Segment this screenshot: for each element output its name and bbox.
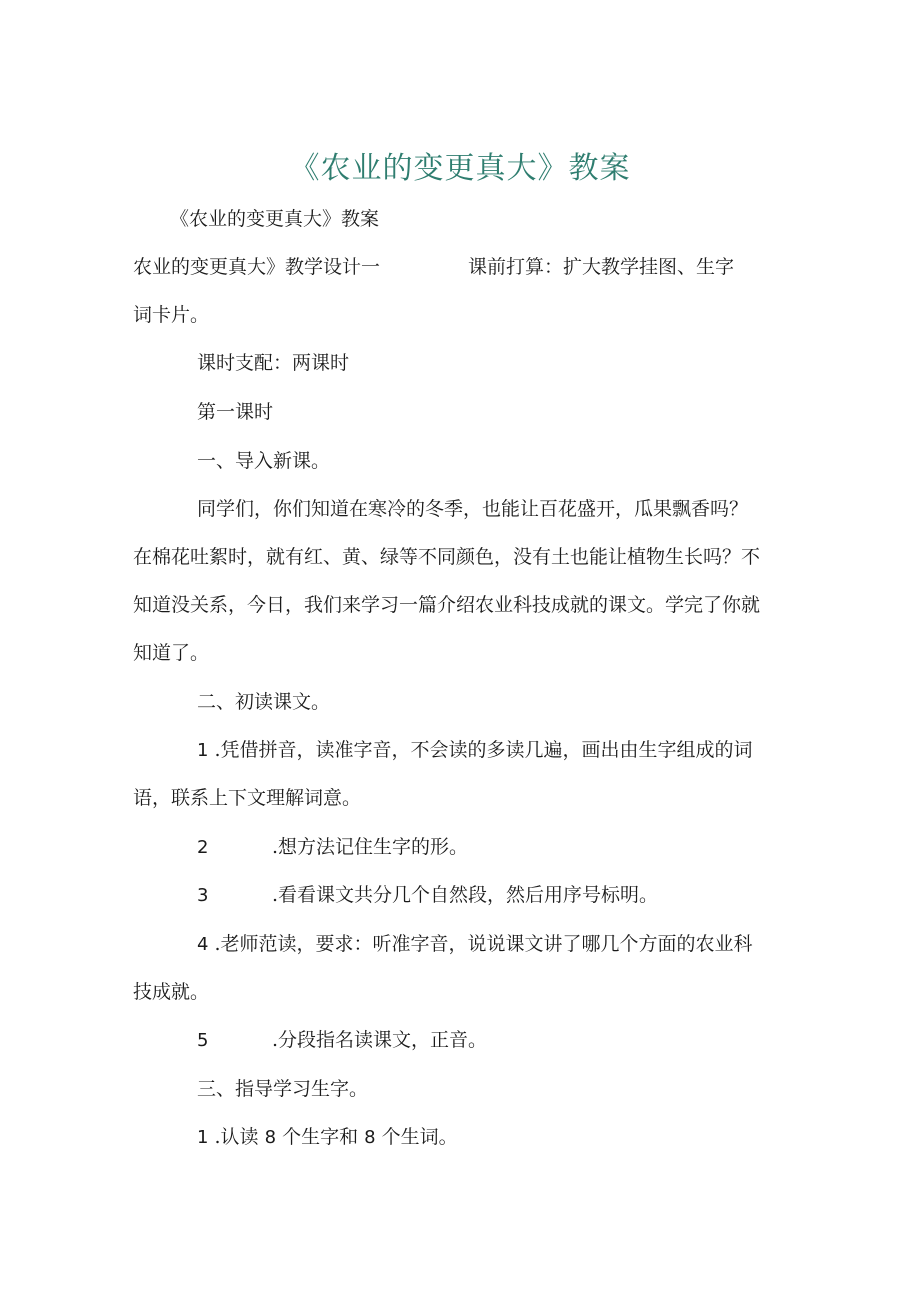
section2-item-1-continuation: 语，联系上下文理解词意。: [133, 787, 362, 809]
lesson-arrangement: 课时支配：两课时: [197, 352, 350, 374]
item-count-chars: 8: [264, 1127, 277, 1148]
item-count-words: 8: [364, 1127, 376, 1148]
item-number: 2: [197, 837, 209, 858]
intro-para-line-1: 同学们，你们知道在寒冷的冬季，也能让百花盛开，瓜果飘香吗？: [197, 498, 749, 520]
design-line-left: 农业的变更真大》教学设计一: [133, 256, 381, 278]
intro-para-line-2: 在棉花吐絮时，就有红、黄、绿等不同颜色，没有土也能让植物生长吗？不: [133, 546, 761, 568]
item-number: 4: [197, 934, 209, 955]
item-number: 3: [197, 885, 209, 906]
section3-item-1: [197, 1124, 458, 1151]
section2-item-2: [197, 834, 208, 861]
item-number: 5: [197, 1030, 209, 1051]
section2-item-2-text: .想方法记住生字的形。: [272, 836, 469, 858]
item-text: .凭借拼音，读准字音，不会读的多读几遍，画出由生字组成的词: [214, 739, 753, 761]
item-text-b: 个生字和: [276, 1126, 365, 1148]
item-text-a: .认读: [208, 1126, 265, 1148]
design-line-right: 课前打算：扩大教学挂图、生字: [468, 256, 735, 278]
item-number: 1: [197, 1127, 209, 1148]
section3-heading: 三、指导学习生字。: [197, 1078, 369, 1100]
section2-item-3-text: .看看课文共分几个自然段，然后用序号标明。: [272, 884, 659, 906]
item-number: 1: [197, 740, 209, 761]
design-line-continuation: 词卡片。: [133, 304, 210, 326]
section2-item-5-text: .分段指名读课文，正音。: [272, 1029, 488, 1051]
first-lesson-heading: 第一课时: [197, 401, 274, 423]
section2-item-5: [197, 1027, 208, 1054]
item-text: .老师范读，要求：听准字音，说说课文讲了哪几个方面的农业科: [214, 933, 753, 955]
section2-item-3: [197, 882, 208, 909]
section2-heading: 二、初读课文。: [197, 691, 331, 713]
document-title: 《农业的变更真大》教案: [289, 151, 631, 186]
section2-item-4-continuation: 技成就。: [133, 981, 210, 1003]
section2-item-4: [197, 931, 753, 958]
item-text-c: 个生词。: [375, 1126, 458, 1148]
section1-heading: 一、导入新课。: [197, 450, 331, 472]
intro-para-line-3: 知道没关系，今日，我们来学习一篇介绍农业科技成就的课文。学完了你就: [133, 594, 761, 616]
intro-para-line-4: 知道了。: [133, 642, 210, 664]
subtitle: 《农业的变更真大》教案: [170, 208, 380, 230]
section2-item-1: [197, 737, 753, 764]
